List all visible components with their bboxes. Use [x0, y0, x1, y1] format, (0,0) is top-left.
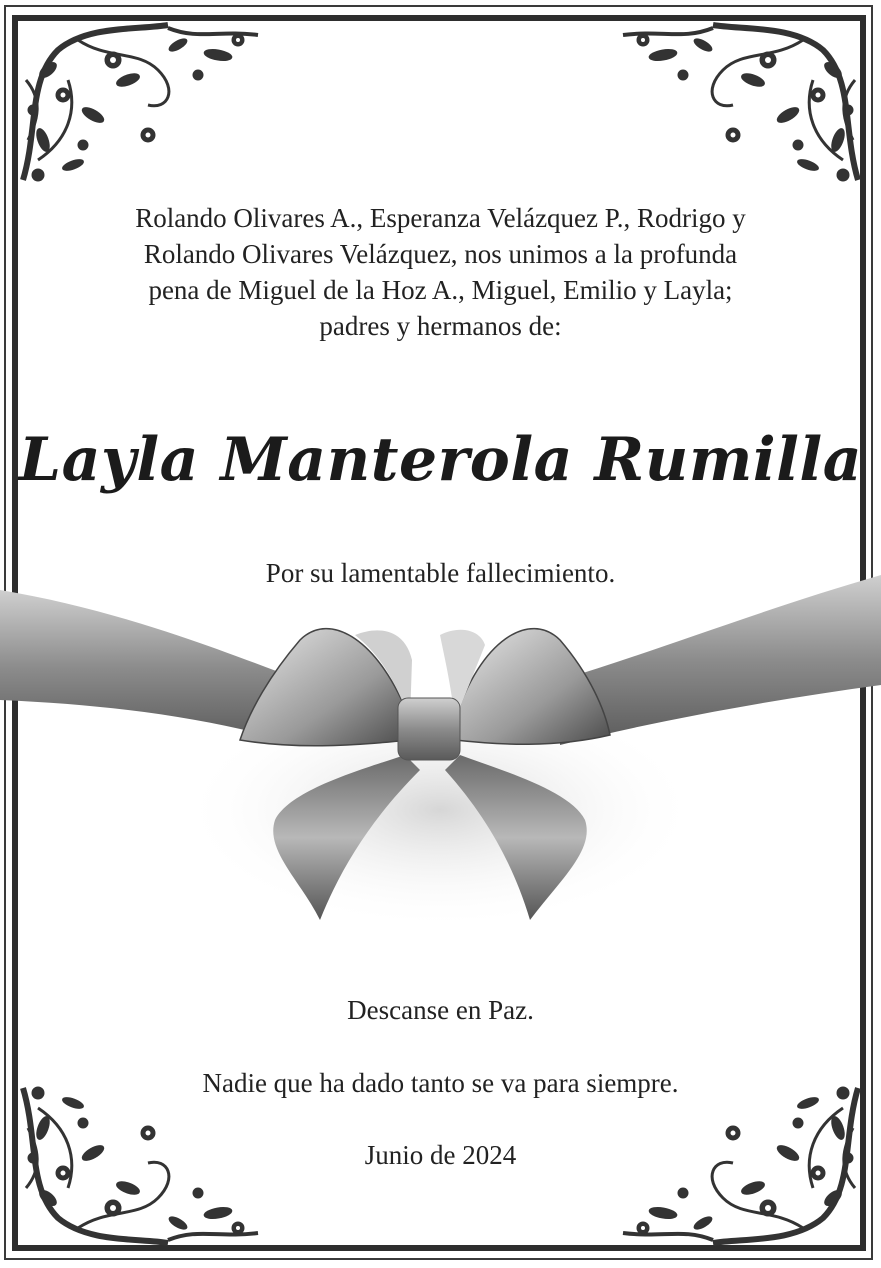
date-text: Junio de 2024	[364, 1140, 517, 1170]
deceased-name: Layla Manterola Rumilla	[18, 425, 863, 495]
rest-in-peace-text: Descanse en Paz.	[347, 995, 534, 1025]
floral-corner-top-left-icon	[18, 20, 268, 185]
floral-corner-top-right-icon	[613, 20, 863, 185]
ribbon-bow-icon	[0, 570, 881, 930]
intro-line: pena de Miguel de la Hoz A., Miguel, Emilio y Layla;	[148, 275, 733, 305]
intro-line: Rolando Olivares A., Esperanza Velázquez P., Rodrigo y	[135, 203, 746, 233]
quote-text: Nadie que ha dado tanto se va para siempre.	[202, 1068, 679, 1098]
intro-line: padres y hermanos de:	[319, 311, 562, 341]
intro-paragraph	[40, 200, 841, 344]
intro-line: Rolando Olivares Velázquez, nos unimos a la profunda	[143, 239, 738, 269]
condolence-text: Por su lamentable fallecimiento.	[265, 558, 616, 588]
